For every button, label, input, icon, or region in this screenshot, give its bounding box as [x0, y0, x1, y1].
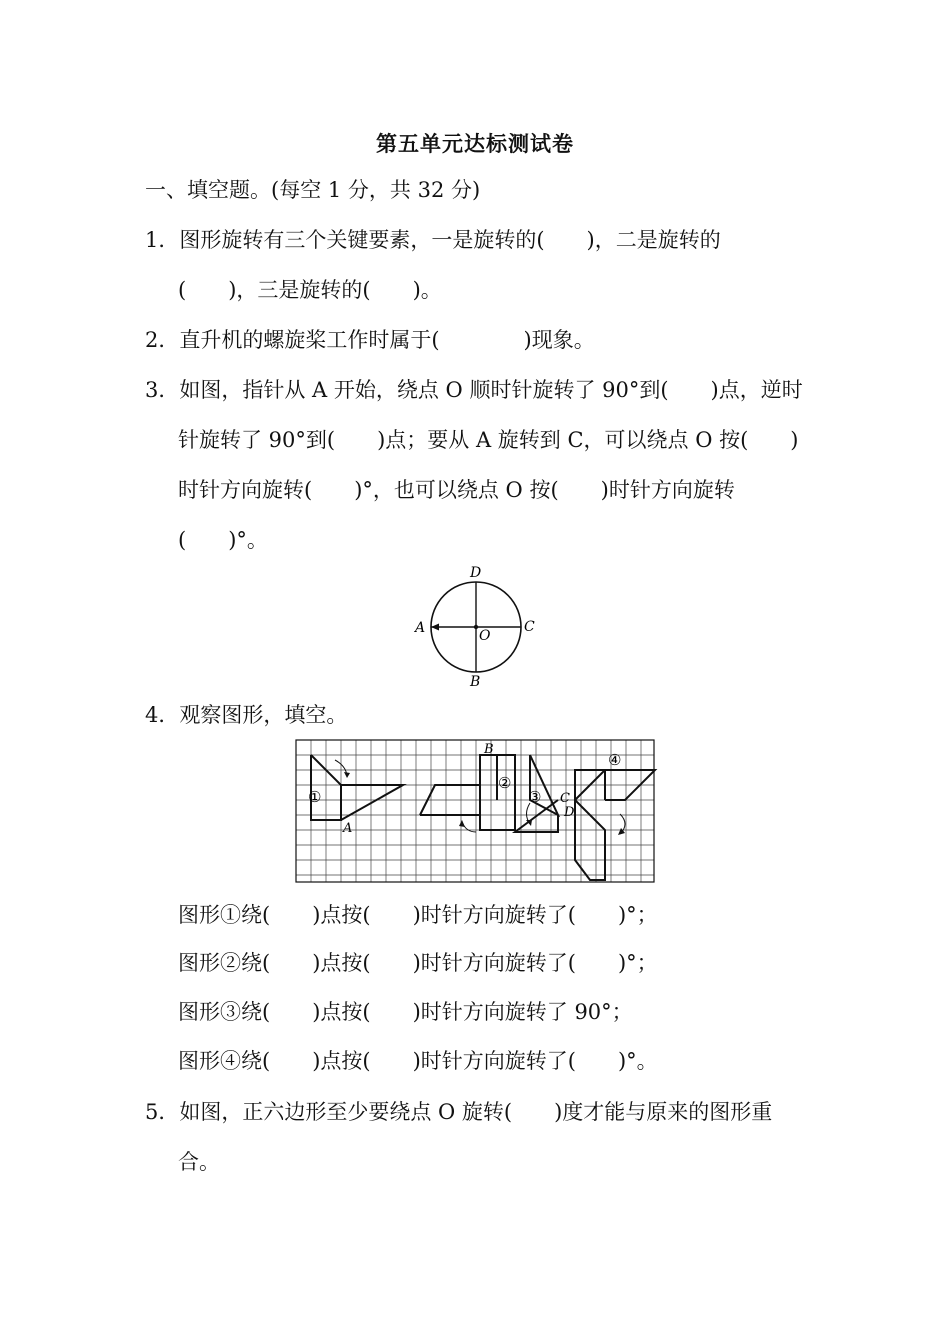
label-d: D [470, 565, 482, 581]
rotation-grid-figure [290, 736, 660, 886]
label-point-a: A [343, 821, 353, 836]
label-b: B [470, 674, 481, 690]
grid-lines [296, 740, 654, 882]
shape-4-quarter-3 [575, 800, 605, 880]
label-point-d: D [564, 805, 575, 820]
question-2-line-1: 2．直升机的螺旋桨工作时属于( )现象。 [145, 328, 595, 352]
question-4-item-2: 图形②绕( )点按( )时针方向旋转了( )°； [178, 951, 658, 975]
question-1-line-2: ( )，三是旋转的( )。 [178, 278, 442, 302]
grid-border [296, 740, 654, 882]
label-point-c: C [560, 791, 570, 806]
pointer-arrowhead [431, 624, 439, 631]
section-heading: 一、填空题。(每空 1 分，共 32 分) [145, 178, 481, 202]
question-3-line-2: 针旋转了 90°到( )点；要从 A 旋转到 C，可以绕点 O 按( ) [178, 428, 799, 452]
page-title: 第五单元达标测试卷 [376, 131, 574, 156]
center-dot [474, 625, 478, 629]
label-o: O [479, 628, 491, 644]
label-shape-1: ① [308, 788, 322, 806]
question-4-item-3: 图形③绕( )点按( )时针方向旋转了 90°； [178, 1000, 633, 1024]
label-c: C [524, 619, 535, 635]
label-shape-3: ③ [528, 788, 542, 806]
shape-2-rotation-arrow [462, 822, 476, 832]
label-shape-2: ② [498, 774, 512, 792]
clock-pointer-figure [410, 562, 550, 690]
label-shape-4: ④ [608, 751, 622, 769]
question-3-line-3: 时针方向旋转( )°，也可以绕点 O 按( )时针方向旋转 [178, 478, 735, 502]
question-1-line-1: 1．图形旋转有三个关键要素，一是旋转的( )，二是旋转的 [145, 228, 721, 252]
shape-2-arrowhead [459, 820, 465, 827]
shape-1-arrowhead [344, 772, 350, 778]
label-a: A [415, 620, 426, 636]
question-4-item-4: 图形④绕( )点按( )时针方向旋转了( )°。 [178, 1049, 658, 1073]
question-4-line-1: 4．观察图形，填空。 [145, 703, 348, 727]
question-3-line-4: ( )°。 [178, 528, 268, 552]
question-4-item-1: 图形①绕( )点按( )时针方向旋转了( )°； [178, 903, 658, 927]
question-5-line-1: 5．如图，正六边形至少要绕点 O 旋转( )度才能与原来的图形重 [145, 1100, 773, 1124]
label-point-b: B [484, 742, 494, 757]
question-5-line-2: 合。 [178, 1150, 220, 1174]
question-3-line-1: 3．如图，指针从 A 开始，绕点 O 顺时针旋转了 90°到( )点，逆时 [145, 378, 803, 402]
